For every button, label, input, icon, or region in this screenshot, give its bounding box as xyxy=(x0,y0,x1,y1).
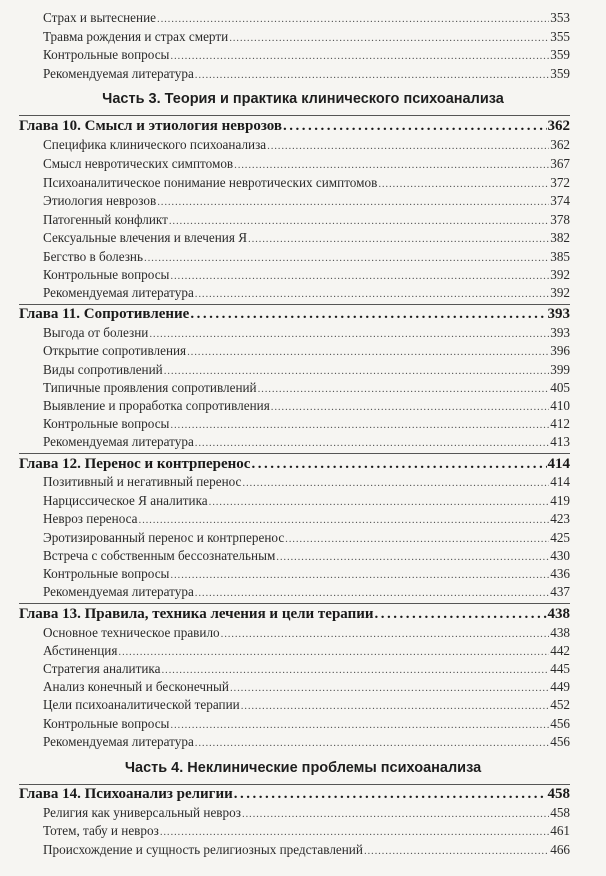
toc-entry xyxy=(43,398,570,416)
toc-entry xyxy=(43,380,570,398)
toc-entry xyxy=(43,805,570,823)
entry-title: Травма рождения и страх смерти xyxy=(43,29,229,44)
dot-leader xyxy=(283,118,546,135)
entry-page: 396 xyxy=(550,343,570,358)
dot-leader xyxy=(271,401,549,413)
entry-title: Рекомендуемая литература xyxy=(43,584,194,599)
dot-leader xyxy=(144,252,549,264)
entry-title: Типичные проявления сопротивлений xyxy=(43,380,257,395)
dot-leader xyxy=(276,551,549,563)
entry-title: Нарциссическое Я аналитика xyxy=(43,493,208,508)
dot-leader xyxy=(242,477,549,489)
entry-title: Сексуальные влечения и влечения Я xyxy=(43,230,248,245)
entry-page: 410 xyxy=(550,398,570,413)
entry-page: 452 xyxy=(550,697,570,712)
toc-entry xyxy=(43,548,570,566)
toc-entry xyxy=(43,625,570,643)
toc-entry xyxy=(43,679,570,697)
entry-title: Психоаналитическое понимание невротических симптомов xyxy=(43,175,378,190)
toc-entry xyxy=(43,416,570,434)
dot-leader xyxy=(248,233,549,245)
dot-leader xyxy=(234,159,549,171)
dot-leader xyxy=(187,346,549,358)
dot-leader xyxy=(170,270,549,282)
entry-page: 414 xyxy=(550,474,570,489)
toc-entry xyxy=(43,175,570,193)
entry-title: Рекомендуемая литература xyxy=(43,434,194,449)
chapter-page: 362 xyxy=(547,118,570,134)
toc-entry xyxy=(43,343,570,361)
entry-title: Позитивный и негативный перенос xyxy=(43,474,242,489)
chapter-page: 393 xyxy=(547,306,570,322)
entry-page: 392 xyxy=(550,267,570,282)
dot-leader xyxy=(118,646,549,658)
entry-page: 412 xyxy=(550,416,570,431)
chapter-title: Глава 13. Правила, техника лечения и цели терапии xyxy=(19,606,374,622)
entry-title: Основное техническое правило xyxy=(43,625,220,640)
dot-leader xyxy=(195,587,549,599)
chapter-page: 458 xyxy=(547,786,570,802)
toc-entry xyxy=(43,137,570,155)
toc-entry xyxy=(43,643,570,661)
dot-leader xyxy=(364,845,549,857)
toc-entry xyxy=(43,29,570,47)
toc-entry xyxy=(43,267,570,285)
entry-page: 405 xyxy=(550,380,570,395)
entry-page: 437 xyxy=(550,584,570,599)
entry-title: Рекомендуемая литература xyxy=(43,66,194,81)
dot-leader xyxy=(251,456,546,473)
entry-page: 436 xyxy=(550,566,570,581)
dot-leader xyxy=(195,69,549,81)
entry-page: 372 xyxy=(550,175,570,190)
chapter-title: Глава 12. Перенос и контрперенос xyxy=(19,456,251,472)
toc-entry xyxy=(43,156,570,174)
dot-leader xyxy=(157,196,549,208)
chapter-page: 438 xyxy=(547,606,570,622)
chapter-title: Глава 14. Психоанализ религии xyxy=(19,786,233,802)
entry-title: Выгода от болезни xyxy=(43,325,149,340)
entry-title: Патогенный конфликт xyxy=(43,212,168,227)
toc-entry xyxy=(43,697,570,715)
dot-leader xyxy=(195,737,549,749)
entry-title: Анализ конечный и бесконечный xyxy=(43,679,229,694)
entry-title: Выявление и проработка сопротивления xyxy=(43,398,270,413)
toc-entry xyxy=(43,249,570,267)
dot-leader xyxy=(378,178,549,190)
part-heading: Часть 3. Теория и практика клинического психоанализа xyxy=(102,91,504,107)
chapter-title: Глава 11. Сопротивление xyxy=(19,306,190,322)
entry-page: 461 xyxy=(550,823,570,838)
dot-leader xyxy=(169,215,549,227)
entry-page: 359 xyxy=(550,47,570,62)
dot-leader xyxy=(157,13,549,25)
entry-title: Рекомендуемая литература xyxy=(43,285,194,300)
entry-title: Абстиненция xyxy=(43,643,118,658)
entry-page: 385 xyxy=(550,249,570,264)
entry-title: Контрольные вопросы xyxy=(43,566,170,581)
dot-leader xyxy=(209,496,550,508)
dot-leader xyxy=(170,50,549,62)
entry-page: 392 xyxy=(550,285,570,300)
toc-entry xyxy=(43,212,570,230)
part-heading: Часть 4. Неклинические проблемы психоанализа xyxy=(124,760,482,776)
entry-page: 378 xyxy=(550,212,570,227)
entry-page: 353 xyxy=(550,10,570,25)
chapter-divider xyxy=(19,115,570,116)
entry-title: Контрольные вопросы xyxy=(43,267,170,282)
dot-leader xyxy=(229,32,549,44)
toc-entry xyxy=(43,823,570,841)
entry-title: Эротизированный перенос и контрперенос xyxy=(43,530,285,545)
entry-page: 438 xyxy=(550,625,570,640)
toc-entry xyxy=(43,10,570,28)
toc-entry xyxy=(43,434,570,452)
dot-leader xyxy=(258,383,550,395)
entry-page: 449 xyxy=(550,679,570,694)
chapter-page: 414 xyxy=(547,456,570,472)
toc-entry xyxy=(43,716,570,734)
dot-leader xyxy=(242,808,549,820)
toc-entry xyxy=(43,47,570,65)
toc-entry xyxy=(43,474,570,492)
entry-page: 367 xyxy=(550,156,570,171)
entry-title: Контрольные вопросы xyxy=(43,47,170,62)
entry-title: Этиология неврозов xyxy=(43,193,157,208)
entry-title: Невроз переноса xyxy=(43,511,138,526)
entry-page: 374 xyxy=(550,193,570,208)
dot-leader xyxy=(195,288,549,300)
dot-leader xyxy=(221,628,550,640)
chapter-divider xyxy=(19,603,570,604)
entry-page: 445 xyxy=(550,661,570,676)
dot-leader xyxy=(241,700,550,712)
entry-title: Религия как универсальный невроз xyxy=(43,805,241,820)
toc-entry xyxy=(43,66,570,84)
toc-entry xyxy=(43,285,570,303)
entry-title: Смысл невротических симптомов xyxy=(43,156,234,171)
entry-page: 419 xyxy=(550,493,570,508)
dot-leader xyxy=(164,365,550,377)
entry-title: Виды сопротивлений xyxy=(43,362,163,377)
toc-entry xyxy=(43,230,570,248)
entry-page: 359 xyxy=(550,66,570,81)
entry-page: 382 xyxy=(550,230,570,245)
dot-leader xyxy=(160,826,549,838)
dot-leader xyxy=(149,328,549,340)
toc-entry xyxy=(43,734,570,752)
entry-title: Контрольные вопросы xyxy=(43,416,170,431)
entry-title: Контрольные вопросы xyxy=(43,716,170,731)
chapter-title: Глава 10. Смысл и этиология неврозов xyxy=(19,118,283,134)
entry-page: 456 xyxy=(550,716,570,731)
entry-page: 413 xyxy=(550,434,570,449)
entry-page: 362 xyxy=(550,137,570,152)
entry-page: 442 xyxy=(550,643,570,658)
entry-page: 456 xyxy=(550,734,570,749)
entry-page: 425 xyxy=(550,530,570,545)
dot-leader xyxy=(170,419,549,431)
toc-entry xyxy=(43,530,570,548)
toc-entry xyxy=(43,493,570,511)
dot-leader xyxy=(234,786,547,803)
dot-leader xyxy=(230,682,549,694)
toc-entry xyxy=(43,193,570,211)
chapter-divider xyxy=(19,304,570,305)
toc-entry xyxy=(43,661,570,679)
chapter-divider xyxy=(19,453,570,454)
entry-title: Страх и вытеснение xyxy=(43,10,157,25)
chapter-divider xyxy=(19,784,570,785)
toc-entry xyxy=(43,566,570,584)
entry-title: Цели психоаналитической терапии xyxy=(43,697,240,712)
entry-title: Тотем, табу и невроз xyxy=(43,823,159,838)
entry-title: Открытие сопротивления xyxy=(43,343,187,358)
entry-title: Рекомендуемая литература xyxy=(43,734,194,749)
dot-leader xyxy=(195,437,549,449)
toc-entry xyxy=(43,511,570,529)
dot-leader xyxy=(170,719,549,731)
dot-leader xyxy=(190,306,546,323)
entry-page: 466 xyxy=(550,842,570,857)
entry-page: 393 xyxy=(550,325,570,340)
dot-leader xyxy=(285,533,549,545)
dot-leader xyxy=(375,606,547,623)
toc-entry xyxy=(43,584,570,602)
entry-title: Встреча с собственным бессознательным xyxy=(43,548,276,563)
entry-page: 399 xyxy=(550,362,570,377)
entry-page: 423 xyxy=(550,511,570,526)
dot-leader xyxy=(267,140,549,152)
entry-page: 458 xyxy=(550,805,570,820)
dot-leader xyxy=(170,569,549,581)
dot-leader xyxy=(162,664,550,676)
entry-title: Стратегия аналитика xyxy=(43,661,161,676)
toc-entry xyxy=(43,362,570,380)
entry-page: 430 xyxy=(550,548,570,563)
entry-page: 355 xyxy=(550,29,570,44)
toc-entry xyxy=(43,325,570,343)
entry-title: Бегство в болезнь xyxy=(43,249,144,264)
entry-title: Происхождение и сущность религиозных представлений xyxy=(43,842,363,857)
dot-leader xyxy=(139,514,550,526)
entry-title: Специфика клинического психоанализа xyxy=(43,137,267,152)
toc-entry xyxy=(43,842,570,860)
